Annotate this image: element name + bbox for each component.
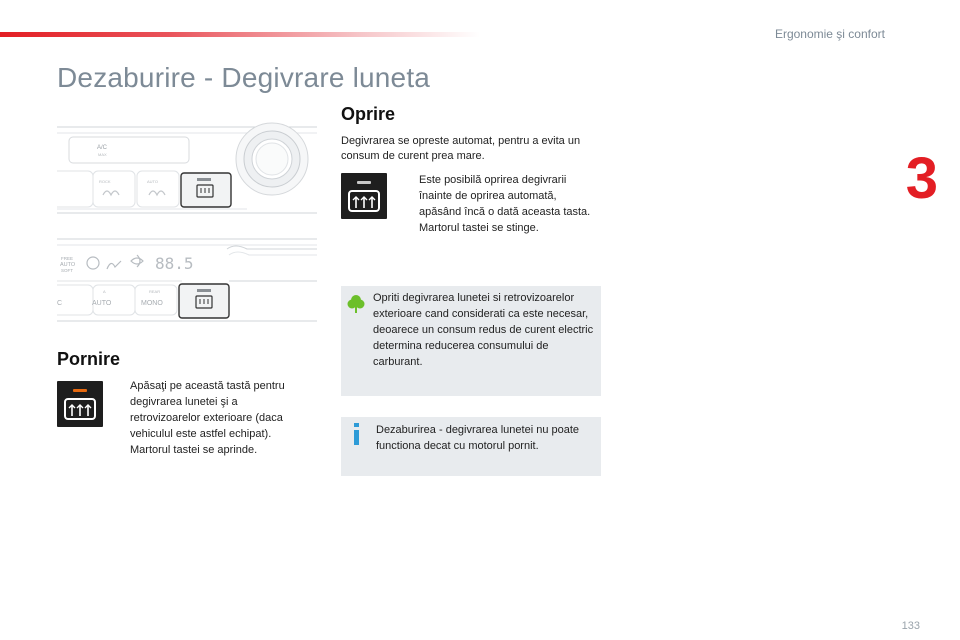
section-heading-oprire: Oprire	[341, 104, 396, 124]
climate-control-panel-illustration	[57, 121, 317, 325]
panel-temp-display: 88.5	[155, 254, 194, 273]
pornire-bullet-text: Apăsaţi pe această tastă pentru degivrarea lunetei şi a retrovizoarelor exterioare (daca vehiculul este astfel echipat). Martorul tastei se aprinde.	[130, 380, 285, 456]
rear-defrost-key-on-icon	[57, 381, 103, 427]
panel-top-icon-a-label: ROCK	[99, 179, 111, 184]
page-number: 133	[901, 620, 920, 632]
header-accent-bar	[0, 32, 480, 37]
panel-ac-sub-label: MAX	[98, 152, 107, 157]
oprire-intro-text: Degivrarea se opreste automat, pentru a evita un consum de curent prea mare.	[341, 135, 581, 162]
page-title: Dezaburire - Degivrare luneta	[57, 62, 431, 93]
panel-btn-auto-label: AUTO	[92, 300, 112, 307]
section-header: Ergonomie şi confort	[774, 27, 885, 41]
info-icon	[353, 423, 361, 450]
panel-btn-mono-label: MONO	[141, 300, 163, 307]
section-heading-pornire: Pornire	[57, 349, 121, 369]
panel-btn-mono-top-label: REAR	[149, 289, 161, 294]
panel-ac-label: A/C	[97, 145, 108, 151]
panel-free-label: FREE	[61, 256, 74, 261]
panel-soft-label: SOFT	[61, 268, 73, 273]
rear-defrost-key-off-icon	[341, 173, 387, 219]
oprire-bullet-text: Este posibilă oprirea degivrarii înainte de oprirea automată, apăsând încă o dată aceasta tasta. Martorul tastei se stinge.	[419, 174, 591, 234]
panel-btn-c-label: C	[57, 300, 63, 307]
chapter-number: 3	[905, 146, 938, 211]
eco-note-box	[341, 286, 601, 396]
eco-leaf-icon	[347, 292, 365, 319]
info-note-box	[341, 417, 601, 476]
info-note-text: Dezaburirea - degivrarea lunetei nu poate functiona decat cu motorul pornit.	[376, 424, 580, 452]
oprire-bullet	[399, 172, 599, 236]
eco-note-text: Opriti degivrarea lunetei si retrovizoarelor exterioare cand considerati ca este necesar, deoarece un consum redus de curent electric determina reducerea consumului de carburant.	[373, 292, 594, 368]
pornire-bullet	[110, 378, 310, 458]
panel-top-icon-b-label: AUTO	[147, 179, 159, 184]
panel-btn-auto-top-label: A	[103, 289, 106, 294]
panel-auto-label: AUTO	[60, 262, 76, 268]
